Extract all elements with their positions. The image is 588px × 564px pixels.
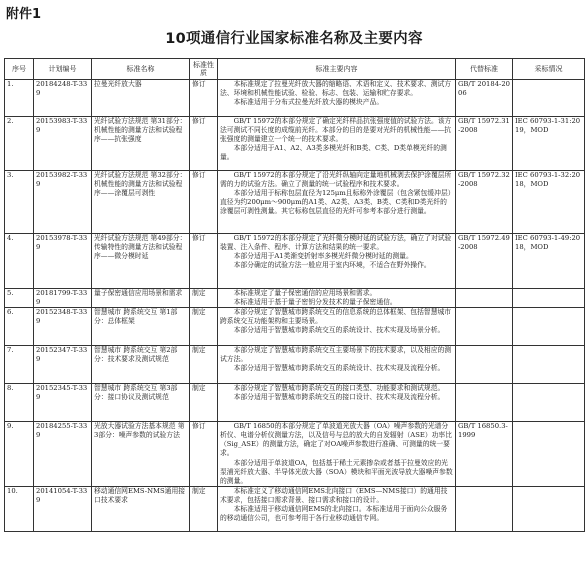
cell-replaces <box>456 308 513 346</box>
cell-plan-no: 20152348-T-339 <box>34 308 92 346</box>
table-row <box>5 289 585 308</box>
cell-no: 1. <box>5 80 34 117</box>
cell-replaces <box>456 346 513 384</box>
cell-nature: 修订 <box>190 171 218 234</box>
table-row <box>5 486 585 531</box>
cell-no: 4. <box>5 234 34 289</box>
cell-plan-no: 20141054-T-339 <box>34 486 92 531</box>
attachment-label: 附件1 <box>6 7 42 22</box>
header-cell-no: 序号 <box>5 59 34 80</box>
table-header-row <box>5 59 585 80</box>
cell-content <box>218 384 456 422</box>
table-row <box>5 384 585 422</box>
cell-replaces: GB/T 16850.3-1999 <box>456 422 513 487</box>
content-paragraph: 本标准规定了量子保密通信的应用场景和需求。 <box>233 289 377 297</box>
cell-nature: 制定 <box>190 486 218 531</box>
cell-plan-no: 20153978-T-339 <box>34 234 92 289</box>
content-paragraph: GB/T 16850的本部分规定了单波道光放大器（OA）噪声参数的光谱分析仪、电谱分析仪测量方法，以及信号与总的放大的自发辐射（ASE）功率比（Sig_ASE）的测量方法，确定了对OA噪声参数进行准确、可测量的统一要求。 <box>220 422 453 458</box>
cell-replaces <box>456 486 513 531</box>
cell-name: 智慧城市 跨系统交互 第2部分：技术要求及测试规范 <box>92 346 190 384</box>
content-paragraph: GB/T 15972的本部分规定了光纤微分模时延的试验方法，确立了对试验装置、注入条件、程序、计算方法和结果的统一要求。 <box>220 234 452 252</box>
cell-no: 2. <box>5 117 34 171</box>
cell-adoption: IEC 60793-1-49:2018，MOD <box>513 234 585 289</box>
header-cell-plan-no: 计划编号 <box>34 59 92 80</box>
cell-replaces <box>456 384 513 422</box>
content-paragraph: 本部分适用于智慧城市跨系统交互的系统设计、技术实现及流程分析。 <box>233 364 445 373</box>
cell-nature: 制定 <box>190 308 218 346</box>
content-paragraph: 本部分适用于智慧城市跨系统交互的系统设计、技术实现及场景分析。 <box>233 326 445 335</box>
content-paragraph: 本部分适用于A1类渐变折射率多模光纤微分模时延的测量。 <box>233 252 413 261</box>
cell-adoption: IEC 60793-1-32:2018，MOD <box>513 171 585 234</box>
cell-adoption <box>513 80 585 117</box>
cell-name: 光纤试验方法规范 第32部分：机械性能的测量方法和试验程序——涂覆层可剥性 <box>92 171 190 234</box>
header-cell-adoption: 采标情况 <box>513 59 585 80</box>
cell-content <box>218 289 456 308</box>
content-paragraph: 本部分适用于智慧城市跨系统交互的接口设计、技术实现及流程分析。 <box>233 393 445 402</box>
cell-nature: 制定 <box>190 384 218 422</box>
cell-plan-no: 20153983-T-339 <box>34 117 92 171</box>
content-paragraph: 本部分适用于单波道OA，包括基于稀土元素掺杂或者基于拉曼效应的光泵浦光纤放大器、半导体光放大器（SOA）模块和平面光波导放大器噪声参数的测量。 <box>220 458 453 485</box>
content-paragraph: 本标准定义了移动通信网EMS北向接口（EMS—NMS接口）的通用技术要求，包括接口需求背景、接口需求和接口的设计。 <box>220 486 448 504</box>
cell-name: 光纤试验方法规范 第31部分：机械性能的测量方法和试验程序——抗张强度 <box>92 117 190 171</box>
cell-content <box>218 346 456 384</box>
document-title: 10项通信行业国家标准名称及主要内容 <box>165 31 423 47</box>
cell-plan-no: 20184255-T-339 <box>34 422 92 487</box>
header-cell-name: 标准名称 <box>92 59 190 80</box>
table-row <box>5 171 585 234</box>
cell-no: 7. <box>5 346 34 384</box>
table-row <box>5 422 585 487</box>
content-paragraph: GB/T 15972的本部分规定了确定光纤样品抗张强度值的试验方法。该方法可测试不同长度的成缆前光纤。本部分的目的是要对光纤的机械性能——抗张强度的测量建立一个统一的技术要求。 <box>220 117 452 144</box>
cell-nature: 修订 <box>190 422 218 487</box>
cell-nature: 修订 <box>190 117 218 171</box>
cell-content <box>218 117 456 171</box>
content-paragraph: 本部分规定了智慧城市跨系统交互的信息系统的总体框架、包括智慧城市跨系统交互功能架构和主要场景。 <box>220 308 452 326</box>
cell-replaces: GB/T 20184-2006 <box>456 80 513 117</box>
content-paragraph: 本部分规定了智慧城市跨系统交互的接口类型、功能要求和测试规范。 <box>233 384 445 393</box>
table-row <box>5 80 585 117</box>
cell-adoption: IEC 60793-1-31:2019，MOD <box>513 117 585 171</box>
cell-no: 8. <box>5 384 34 422</box>
content-paragraph: 本标准适用于分布式拉曼光纤放大器的模块产品。 <box>233 98 384 107</box>
content-paragraph: 本标准规定了拉曼光纤放大器的缩略语、术语和定义、技术要求、测试方法、环境和机械性能试验、检验、标志、包装、运输和贮存要求。 <box>220 80 452 98</box>
cell-plan-no: 20152345-T-339 <box>34 384 92 422</box>
cell-replaces: GB/T 15972.49-2008 <box>456 234 513 289</box>
cell-plan-no: 20153982-T-339 <box>34 171 92 234</box>
table-row <box>5 234 585 289</box>
cell-no: 10. <box>5 486 34 531</box>
cell-no: 5. <box>5 289 34 308</box>
cell-nature: 制定 <box>190 289 218 308</box>
cell-nature: 制定 <box>190 346 218 384</box>
content-paragraph: 本部分确定的试验方法一般应用于室内环境，不适合在野外操作。 <box>233 261 431 270</box>
content-paragraph: 本部分适用于A1、A2、A3类多模光纤和B类、C类、D类单模光纤的测量。 <box>220 144 447 162</box>
content-paragraph: 本标准适用于移动通信网EMS的北向接口。本标准适用于面向公众服务的移动通信公司，也可参考用于各行业移动通信专网。 <box>220 505 448 523</box>
content-paragraph: 本标准适用于基于量子密钥分发技术的量子保密通信。 <box>233 298 397 307</box>
cell-no: 9. <box>5 422 34 487</box>
cell-no: 6. <box>5 308 34 346</box>
cell-replaces <box>456 289 513 308</box>
cell-content <box>218 422 456 487</box>
cell-name: 量子保密通信应用场景和需求 <box>92 289 190 308</box>
header-cell-replaces: 代替标准 <box>456 59 513 80</box>
cell-adoption <box>513 308 585 346</box>
cell-content <box>218 80 456 117</box>
cell-content <box>218 308 456 346</box>
cell-plan-no: 20181799-T-339 <box>34 289 92 308</box>
cell-content <box>218 234 456 289</box>
cell-replaces: GB/T 15972.32-2008 <box>456 171 513 234</box>
cell-nature: 修订 <box>190 234 218 289</box>
cell-adoption <box>513 384 585 422</box>
cell-name: 移动通信网EMS-NMS通用接口技术要求 <box>92 486 190 531</box>
cell-plan-no: 20184248-T-339 <box>34 80 92 117</box>
table-row <box>5 308 585 346</box>
cell-replaces: GB/T 15972.31-2008 <box>456 117 513 171</box>
cell-content <box>218 486 456 531</box>
table-row <box>5 346 585 384</box>
cell-adoption <box>513 422 585 487</box>
cell-adoption <box>513 486 585 531</box>
cell-name: 智慧城市 跨系统交互 第1部分：总体框架 <box>92 308 190 346</box>
content-paragraph: 本部分适用于标称包层直径为125μm且标称外涂覆层（包含紧包缓冲层）直径为约200μm～900μm的A1类、A2类、A3类、B类、C类和D类光纤的涂覆层可剥性测量。其它标称包层直径的光纤可参考本部分进行测量。 <box>220 189 452 216</box>
header-cell-content: 标准主要内容 <box>218 59 456 80</box>
cell-name: 光纤试验方法规范 第49部分：传输特性的测量方法和试验程序——微分模时延 <box>92 234 190 289</box>
cell-nature: 修订 <box>190 80 218 117</box>
cell-name: 拉曼光纤放大器 <box>92 80 190 117</box>
cell-adoption <box>513 289 585 308</box>
cell-content <box>218 171 456 234</box>
cell-no: 3. <box>5 171 34 234</box>
content-paragraph: 本部分规定了智慧城市跨系统交互主要场景下的技术要求，以及相应的测试方法。 <box>220 346 452 364</box>
cell-plan-no: 20152347-T-339 <box>34 346 92 384</box>
cell-name: 智慧城市 跨系统交互 第3部分：接口协议及测试规范 <box>92 384 190 422</box>
cell-name: 光放大器试验方法基本规范 第3部分：噪声参数的试验方法 <box>92 422 190 487</box>
content-paragraph: GB/T 15972的本部分规定了沿光纤纵轴向定量地机械剥去保护涂覆层所需的力的试验方法。确立了测量的统一试验程序和技术要求。 <box>220 171 452 189</box>
cell-adoption <box>513 346 585 384</box>
standards-table <box>4 58 585 532</box>
table-row <box>5 117 585 171</box>
header-cell-nature: 标准性质 <box>190 59 218 80</box>
